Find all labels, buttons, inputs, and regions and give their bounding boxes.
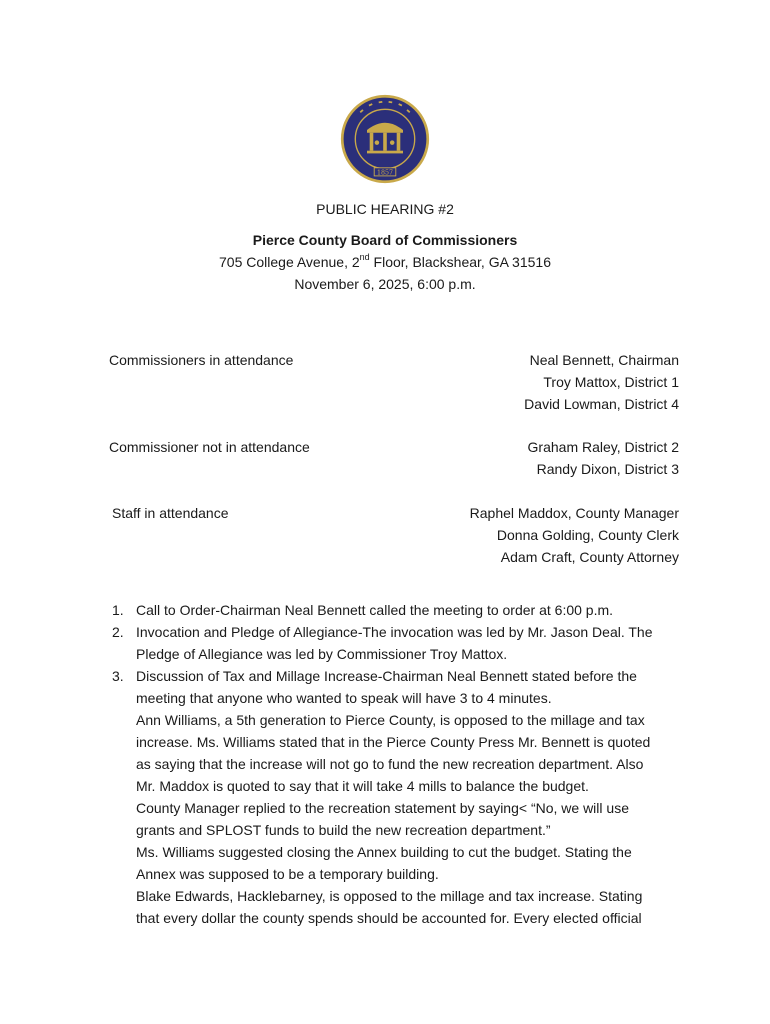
county-seal-logo	[340, 94, 430, 184]
meeting-address: 705 College Avenue, 2nd Floor, Blackshear, GA 31516	[219, 252, 551, 270]
page-title: PUBLIC HEARING #2	[316, 201, 454, 217]
agenda-items	[109, 599, 679, 929]
item-line: County Manager replied to the recreation statement by saying< “No, we will use	[136, 800, 629, 816]
attendee-name: Raphel Maddox, County Manager	[469, 505, 679, 521]
item-line: grants and SPLOST funds to build the new recreation department.”	[136, 822, 551, 838]
meeting-date: November 6, 2025, 6:00 p.m.	[294, 276, 476, 292]
attendee-name: Adam Craft, County Attorney	[500, 549, 679, 565]
attendance-names-commissioners	[524, 349, 679, 415]
attendance-label-absent: Commissioner not in attendance	[109, 439, 310, 455]
item-line: as saying that the increase will not go to fund the new recreation department. Also	[136, 756, 644, 772]
item-line: that every dollar the county spends should be accounted for. Every elected official	[136, 910, 642, 926]
agenda-item	[109, 665, 679, 929]
attendance-names-absent	[528, 436, 679, 480]
svg-text:1857: 1857	[376, 169, 394, 177]
attendance-names-staff	[470, 502, 679, 568]
attendance-label-staff: Staff in attendance	[112, 505, 229, 521]
board-name: Pierce County Board of Commissioners	[252, 232, 518, 248]
item-line: Call to Order-Chairman Neal Bennett called the meeting to order at 6:00 p.m.	[136, 602, 614, 618]
item-line: Invocation and Pledge of Allegiance-The invocation was led by Mr. Jason Deal. The	[136, 624, 653, 640]
attendee-name: Troy Mattox, District 1	[543, 374, 679, 390]
item-line: Pledge of Allegiance was led by Commissioner Troy Mattox.	[136, 646, 508, 662]
attendee-name: Neal Bennett, Chairman	[529, 352, 679, 368]
attendee-name: David Lowman, District 4	[524, 396, 679, 412]
item-line: Mr. Maddox is quoted to say that it will take 4 mills to balance the budget.	[136, 778, 589, 794]
attendee-name: Donna Golding, County Clerk	[496, 527, 679, 543]
agenda-item	[109, 599, 679, 621]
agenda-item	[109, 621, 679, 665]
item-number: 2.	[112, 624, 124, 640]
item-line: Blake Edwards, Hacklebarney, is opposed to the millage and tax increase. Stating	[136, 888, 643, 904]
item-line: meeting that anyone who wanted to speak will have 3 to 4 minutes.	[136, 690, 552, 706]
item-number: 1.	[112, 602, 124, 618]
attendee-name: Randy Dixon, District 3	[536, 461, 679, 477]
item-number: 3.	[112, 668, 124, 684]
item-line: Ann Williams, a 5th generation to Pierce County, is opposed to the millage and tax	[136, 712, 645, 728]
item-line: Ms. Williams suggested closing the Annex building to cut the budget. Stating the	[136, 844, 632, 860]
attendance-label-commissioners: Commissioners in attendance	[109, 352, 294, 368]
item-line: increase. Ms. Williams stated that in the Pierce County Press Mr. Bennett is quoted	[136, 734, 651, 750]
item-line: Discussion of Tax and Millage Increase-Chairman Neal Bennett stated before the	[136, 668, 637, 684]
attendee-name: Graham Raley, District 2	[527, 439, 679, 455]
item-line: Annex was supposed to be a temporary building.	[136, 866, 439, 882]
